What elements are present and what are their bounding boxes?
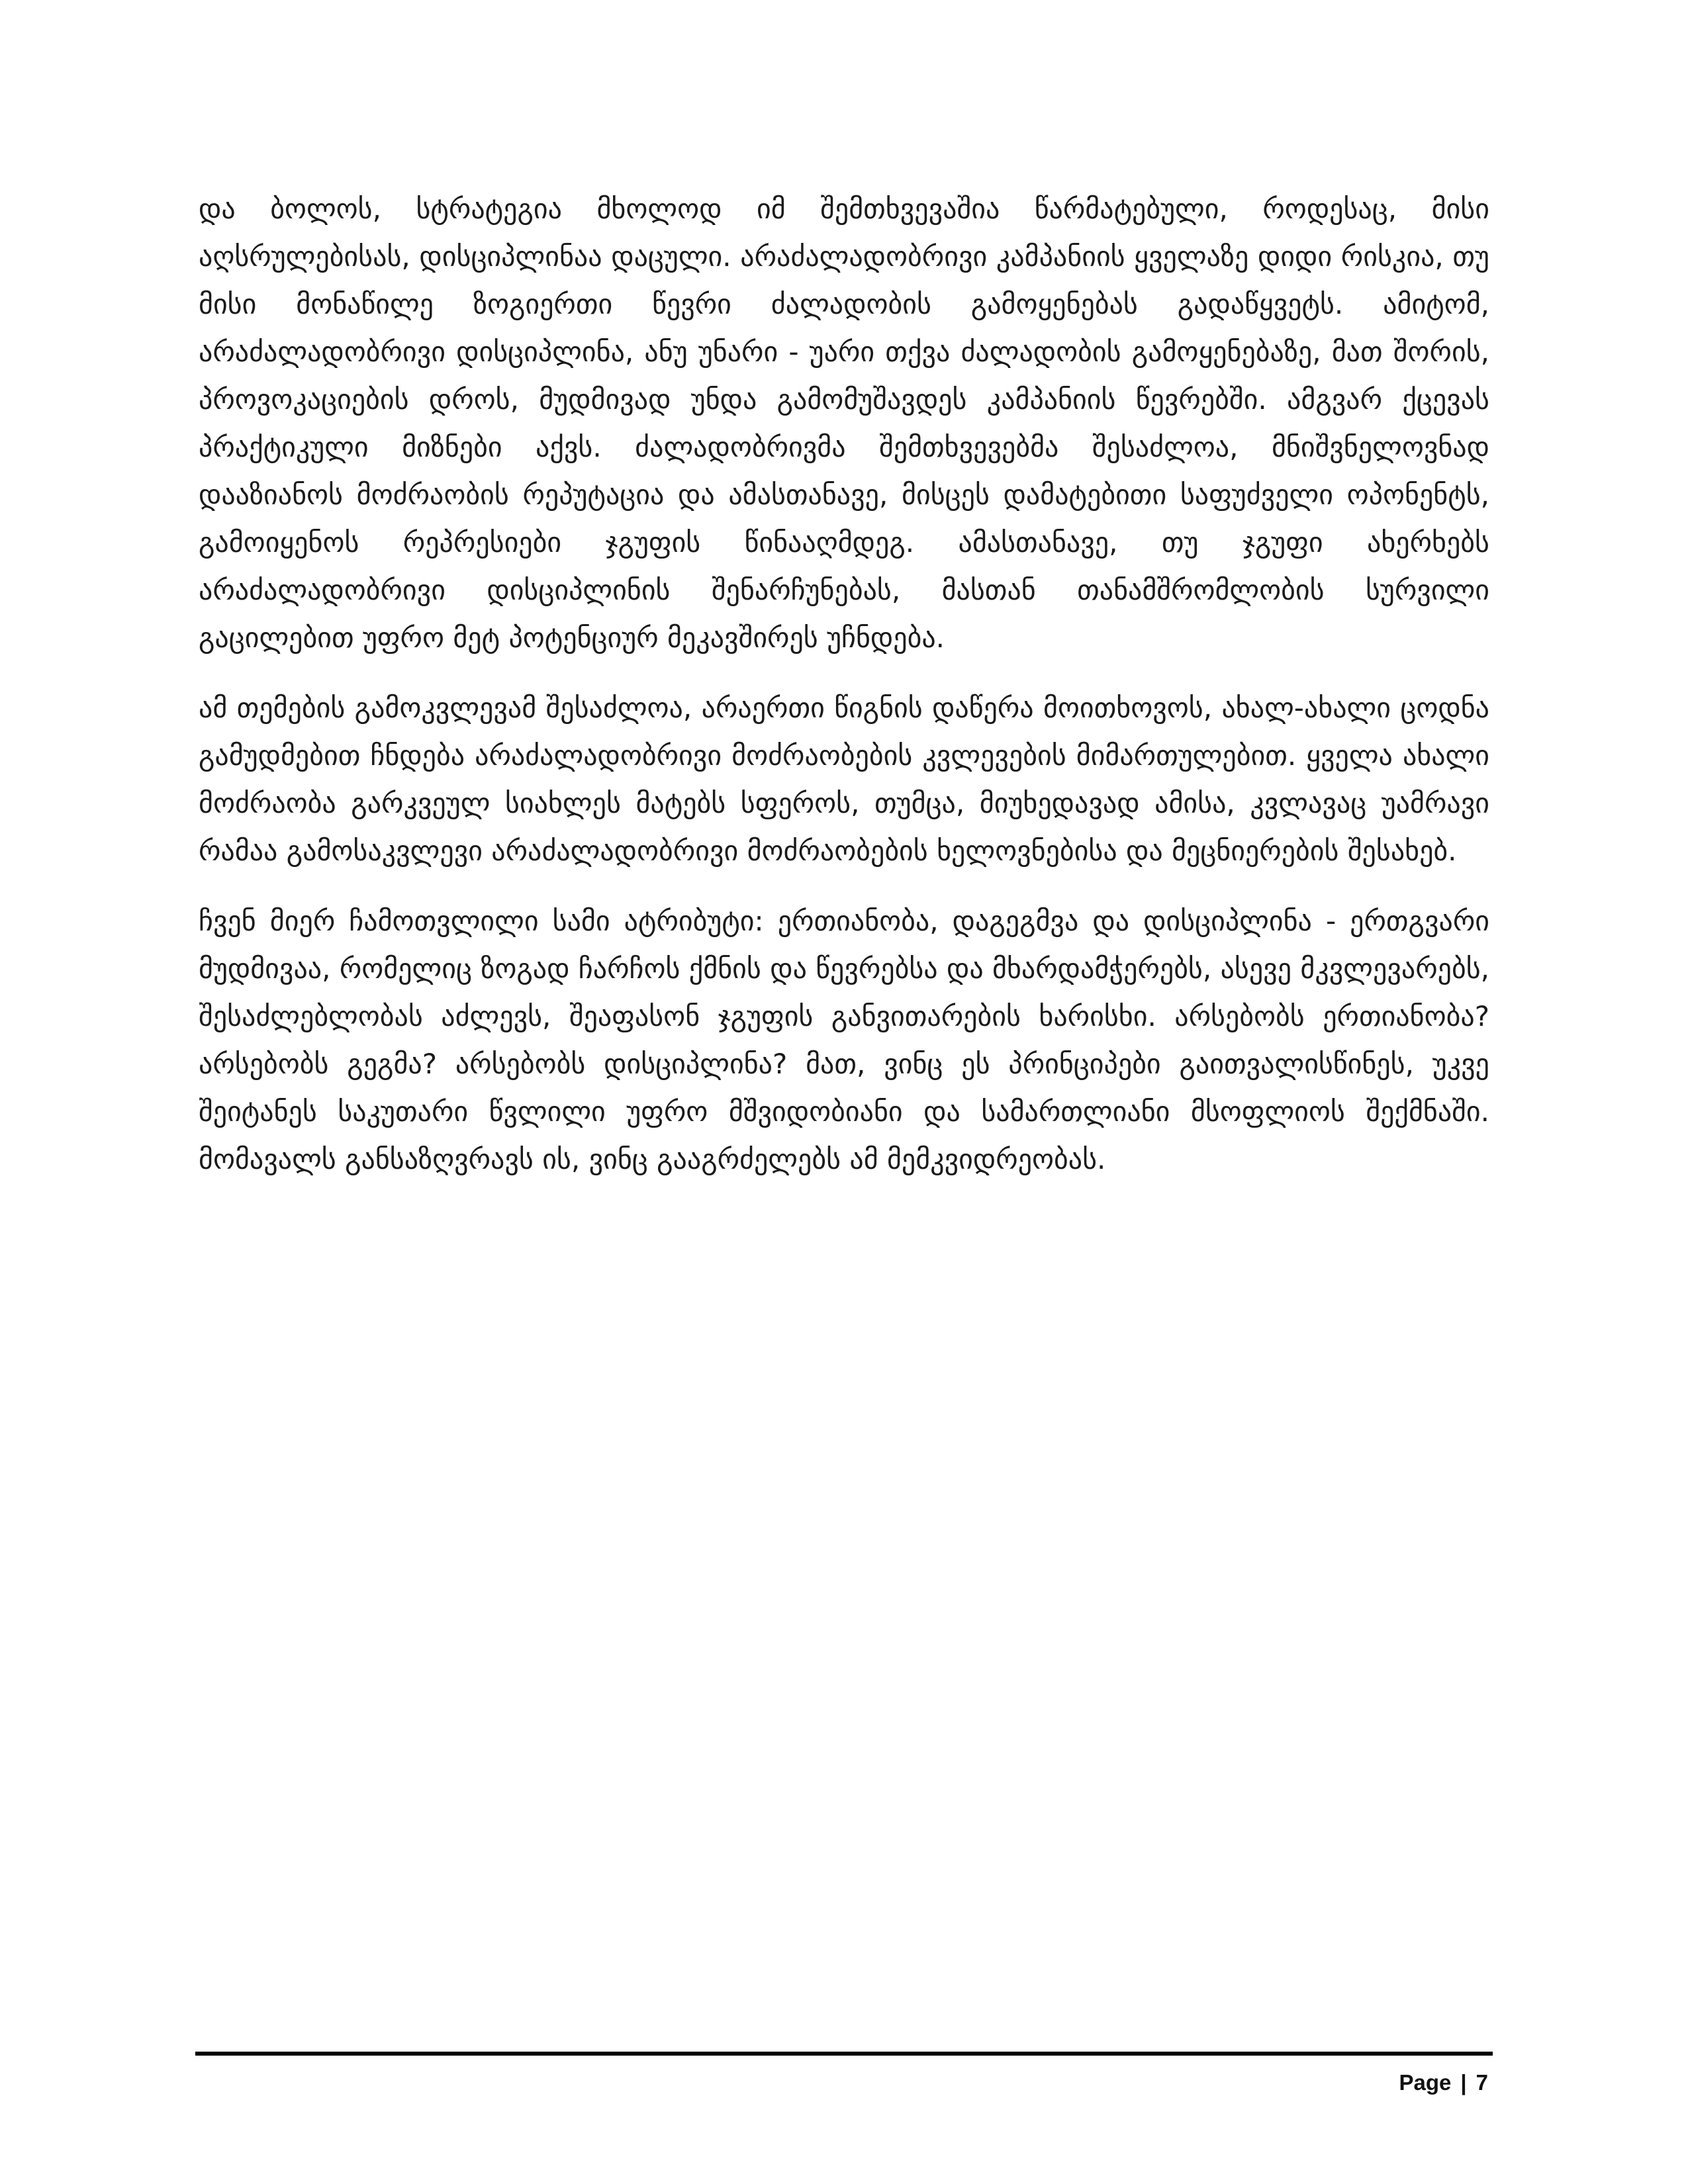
page-label: Page — [1399, 2070, 1452, 2095]
paragraph-1: და ბოლოს, სტრატეგია მხოლოდ იმ შემთხვევაშია წარმატებული, როდესაც, მისი აღსრულებისას, დისციპლინაა დაცული. არაძალადობრივი კამპანიის ყველაზე დიდი რისკია, თუ მისი მონაწილე ზოგიერთი წევრი ძალადობის გამოყენებას გადაწყვეტს. ამიტომ, არაძალადობრივი დისციპლინა, ანუ უნარი - უარი თქვა ძალადობის გამოყენებაზე, მათ შორის, პროვოკაციების დროს, მუდმივად უნდა გამომუშავდეს კამპანიის წევრებში. ამგვარ ქცევას პრაქტიკული მიზნები აქვს. ძალადობრივმა შემთხვევებმა შესაძლოა, მნიშვნელოვნად დააზიანოს მოძრაობის რეპუტაცია და ამასთანავე, მისცეს დამატებითი საფუძველი ოპონენტს, გამოიყენოს რეპრესიები ჯგუფის წინააღმდეგ. ამასთანავე, თუ ჯგუფი ახერხებს არაძალადობრივი დისციპლინის შენარჩუნებას, მასთან თანამშრომლობის სურვილი გაცილებით უფრო მეტ პოტენციურ მეკავშირეს უჩნდება. — [199, 193, 1489, 654]
footer-divider — [195, 2052, 1493, 2056]
page-separator: | — [1460, 2070, 1467, 2095]
paragraph-3: ჩვენ მიერ ჩამოთვლილი სამი ატრიბუტი: ერთიანობა, დაგეგმვა და დისციპლინა - ერთგვარი მუდმივაა, რომელიც ზოგად ჩარჩოს ქმნის და წევრებსა და მხარდამჭერებს, ასევე მკვლევარებს, შესაძლებლობას აძლევს, შეაფასონ ჯგუფის განვითარების ხარისხი. არსებობს ერთიანობა? არსებობს გეგმა? არსებობს დისციპლინა? მათ, ვინც ეს პრინციპები გაითვალისწინეს, უკვე შეიტანეს საკუთარი წვლილი უფრო მშვიდობიანი და სამართლიანი მსოფლიოს შექმნაში. მომავალს განსაზღვრავს ის, ვინც გააგრძელებს ამ მემკვიდრეობას. — [199, 905, 1489, 1175]
body-text — [199, 185, 1489, 1206]
page-number-footer — [1399, 2070, 1488, 2095]
page-number: 7 — [1476, 2070, 1488, 2095]
paragraph-2: ამ თემების გამოკვლევამ შესაძლოა, არაერთი წიგნის დაწერა მოითხოვოს, ახალ-ახალი ცოდნა გამუდმებით ჩნდება არაძალადობრივი მოძრაობების კვლევების მიმართულებით. ყველა ახალი მოძრაობა გარკვეულ სიახლეს მატებს სფეროს, თუმცა, მიუხედავად ამისა, კვლავაც უამრავი რამაა გამოსაკვლევი არაძალადობრივი მოძრაობების ხელოვნებისა და მეცნიერების შესახებ. — [199, 692, 1489, 867]
